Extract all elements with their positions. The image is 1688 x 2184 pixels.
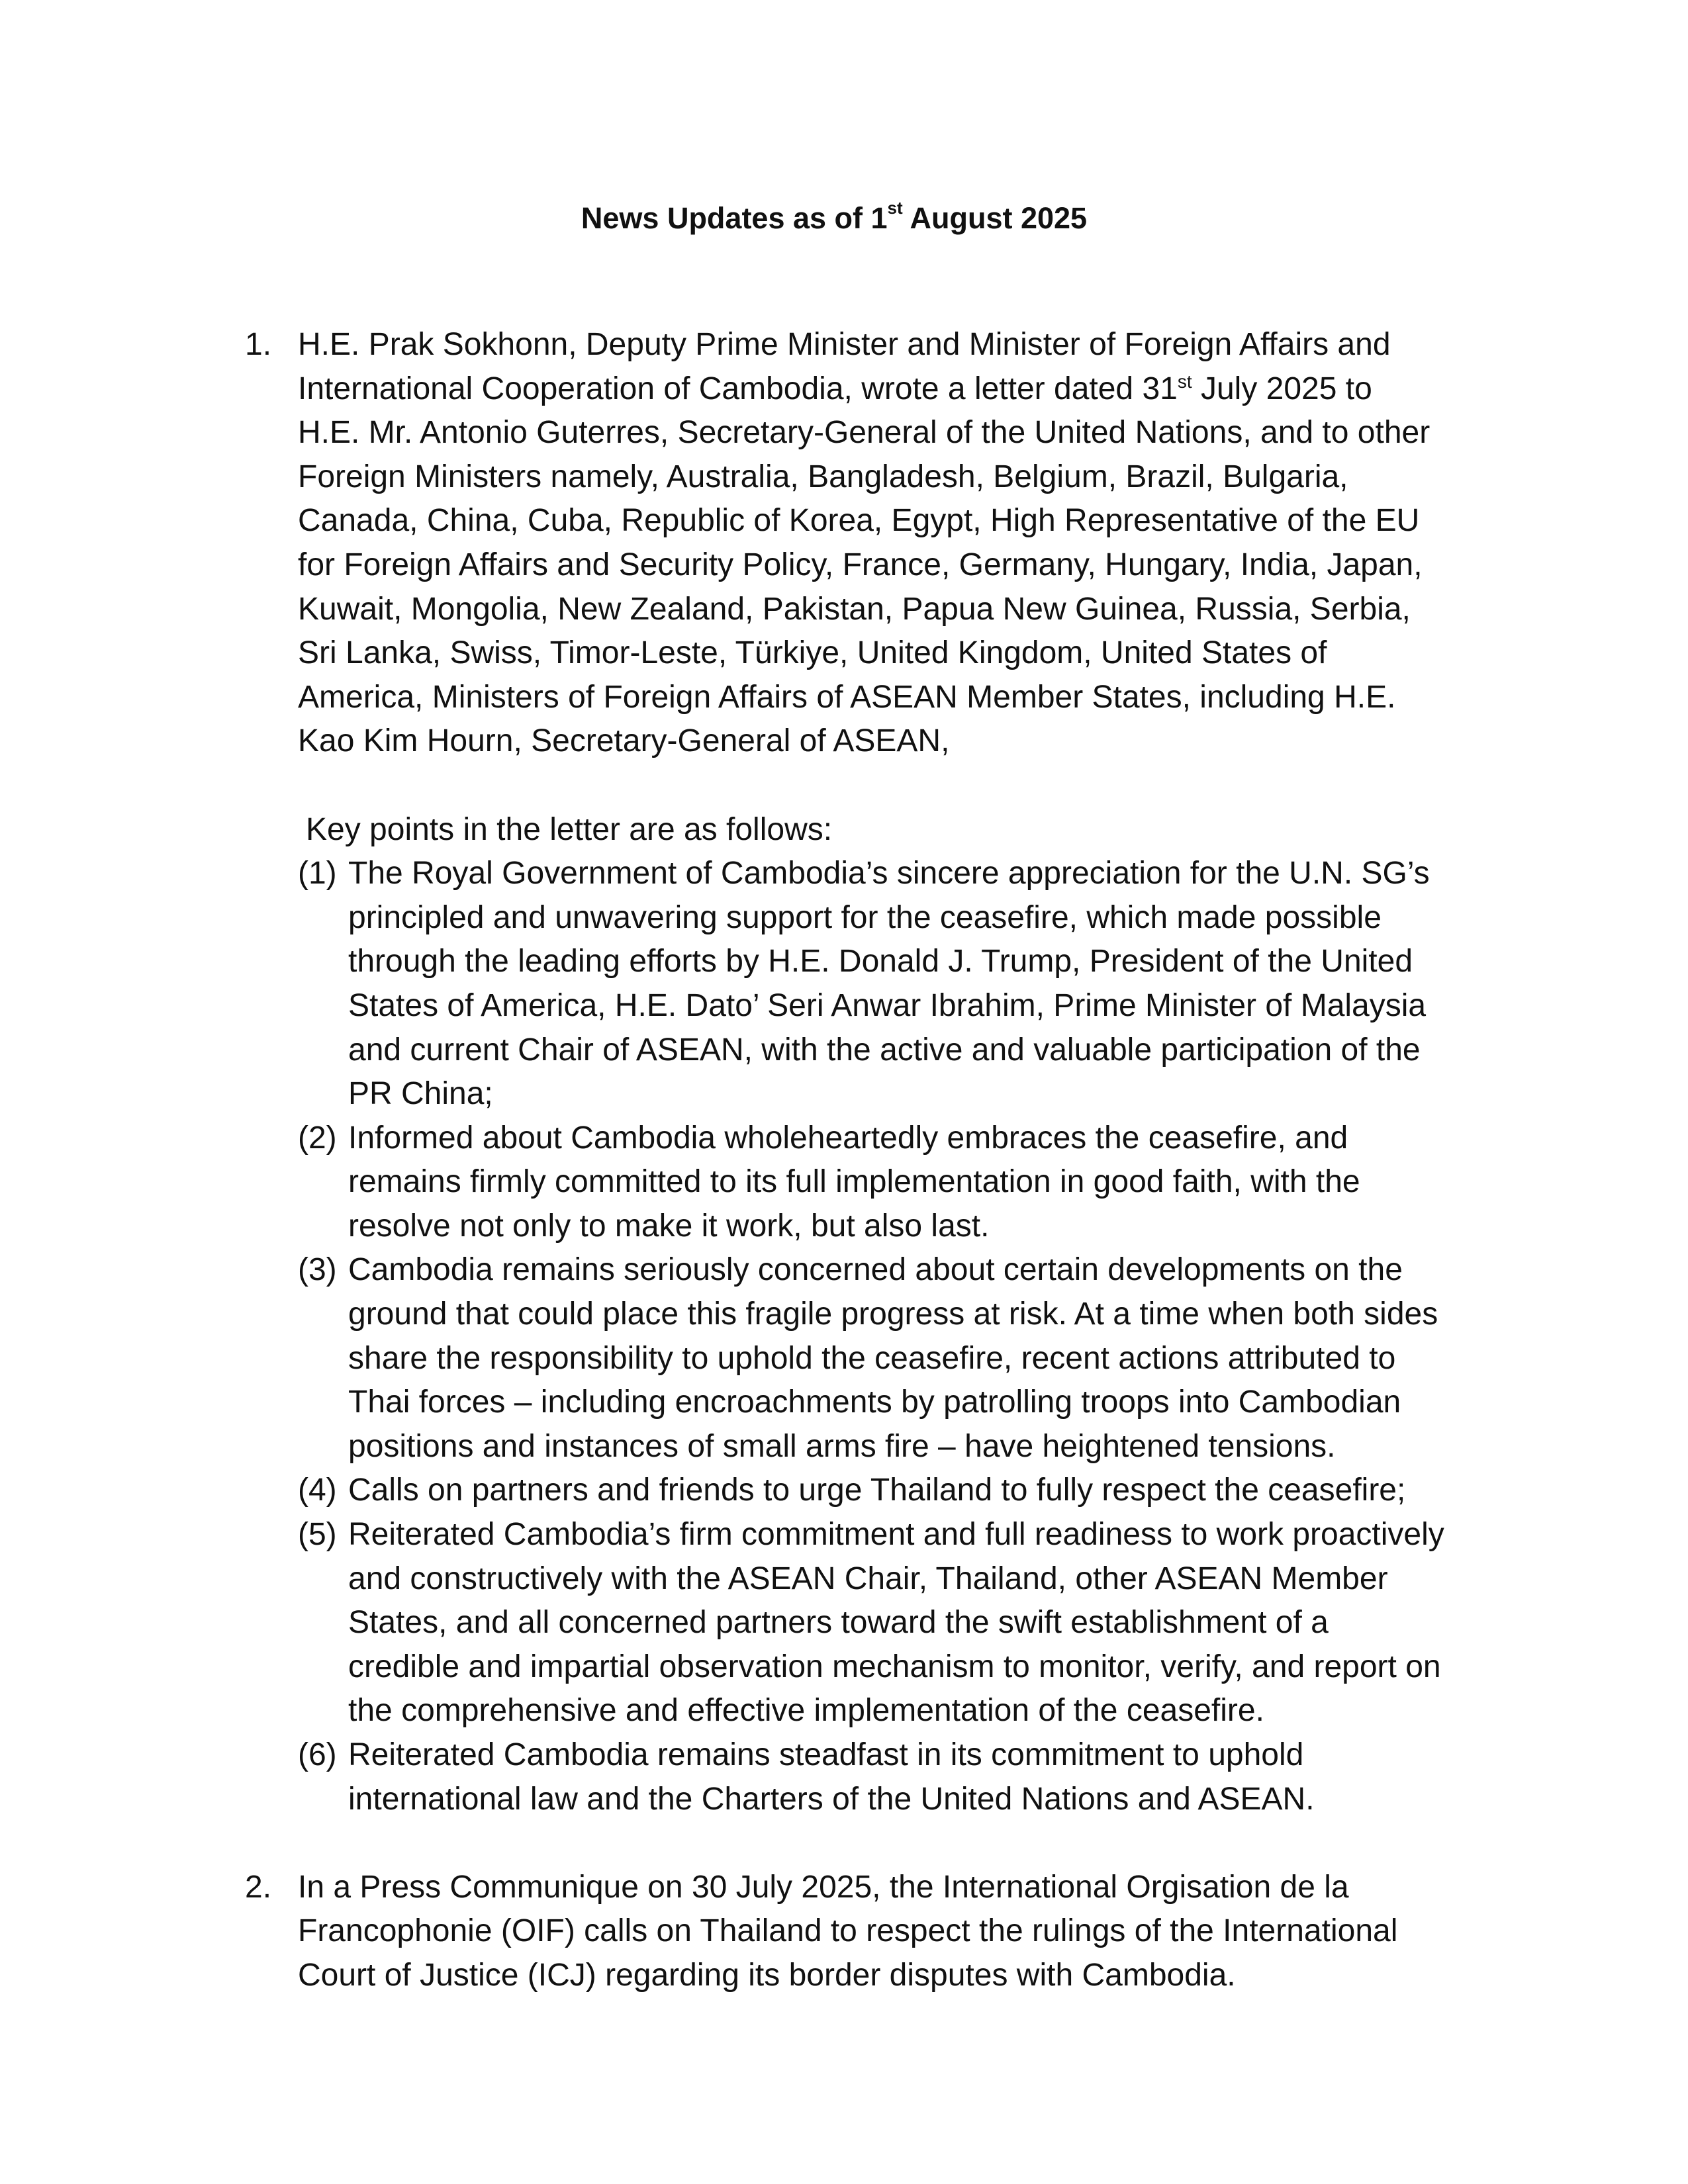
item-spacer <box>245 1821 1503 1866</box>
item-paragraph <box>298 323 1503 764</box>
page-title <box>0 199 1688 238</box>
key-points-intro: Key points in the letter are as follows: <box>306 811 833 847</box>
title-superscript: st <box>887 198 903 218</box>
paragraph-spacer <box>298 764 1503 808</box>
key-point-text: Reiterated Cambodia’s firm commitment and full readiness to work proactively and constructively with the ASEAN Chair, Thailand, other ASEAN Member States, and all concerned partners toward the swift establishment of a credible and impartial observation mechanism to monitor, verify, and report on the comprehensive and effective implementation of the ceasefire. <box>348 1517 1444 1729</box>
paragraph-text-part1: H.E. Prak Sokhonn, Deputy Prime Minister and Minister of Foreign Affairs and International Cooperation of Cambodia, wrote a letter dated 31 <box>298 327 1391 406</box>
key-point-label: (2) <box>298 1120 337 1156</box>
item-number: 1. <box>245 327 272 362</box>
key-point <box>298 1116 1503 1249</box>
date-superscript: st <box>1177 371 1192 392</box>
item-paragraph: In a Press Communique on 30 July 2025, the International Orgisation de la Francophonie (OIF) calls on Thailand to respect the rulings of the International Court of Justice (ICJ) regarding its border disputes with Cambodia. <box>298 1869 1398 1993</box>
news-item-2 <box>245 1866 1503 1998</box>
key-point-text: Informed about Cambodia wholeheartedly embraces the ceasefire, and remains firmly committed to its full implementation in good faith, with the resolve not only to make it work, but also last. <box>348 1120 1360 1244</box>
key-point <box>298 1248 1503 1469</box>
news-item-1 <box>245 323 1503 1821</box>
title-rest: August 2025 <box>902 201 1088 235</box>
key-point-text: Reiterated Cambodia remains steadfast in its commitment to uphold international law and the Charters of the United Nations and ASEAN. <box>348 1737 1315 1817</box>
key-point-label: (3) <box>298 1252 337 1288</box>
item-number: 2. <box>245 1869 272 1905</box>
item-content <box>298 323 1503 1821</box>
key-point-text: The Royal Government of Cambodia’s sincere appreciation for the U.N. SG’s principled and unwavering support for the ceasefire, which made possible through the leading efforts by H.E. Donald J. Trump, President of the United States of America, H.E. Dato’ Seri Anwar Ibrahim, Prime Minister of Malaysia and current Chair of ASEAN, with the active and valuable participation of the PR China; <box>348 856 1430 1112</box>
key-points-list <box>298 852 1503 1821</box>
document-body <box>245 323 1503 1998</box>
title-main: News Updates as of 1 <box>581 201 888 235</box>
key-point-text: Cambodia remains seriously concerned about certain developments on the ground that could place this fragile progress at risk. At a time when both sides share the responsibility to uphold the ceasefire, recent actions attributed to Thai forces – including encroachments by patrolling troops into Cambodian positions and instances of small arms fire – have heightened tensions. <box>348 1252 1438 1464</box>
key-point <box>298 1513 1503 1733</box>
key-point <box>298 852 1503 1116</box>
key-point-text: Calls on partners and friends to urge Thailand to fully respect the ceasefire; <box>348 1473 1406 1508</box>
key-point-label: (1) <box>298 856 337 891</box>
key-point <box>298 1469 1503 1513</box>
key-point-label: (6) <box>298 1737 337 1772</box>
key-point-label: (5) <box>298 1517 337 1553</box>
paragraph-text-part2: July 2025 to H.E. Mr. Antonio Guterres, Secretary-General of the United Nations, and to other Foreign Ministers namely, Australia, Bangladesh, Belgium, Brazil, Bulgaria, Canada, China, Cuba, Republic of Korea, Egypt, High Representative of the EU for Foreign Affairs and Security Policy, France, Germany, Hungary, India, Japan, Kuwait, Mongolia, New Zealand, Pakistan, Papua New Guinea, Russia, Serbia, Sri Lanka, Swiss, Timor-Leste, Türkiye, United Kingdom, United States of America, Ministers of Foreign Affairs of ASEAN Member States, including H.E. Kao Kim Hourn, Secretary-General of ASEAN, <box>298 371 1430 759</box>
key-point-label: (4) <box>298 1473 337 1508</box>
item-content <box>298 1866 1503 1998</box>
key-point <box>298 1733 1503 1821</box>
